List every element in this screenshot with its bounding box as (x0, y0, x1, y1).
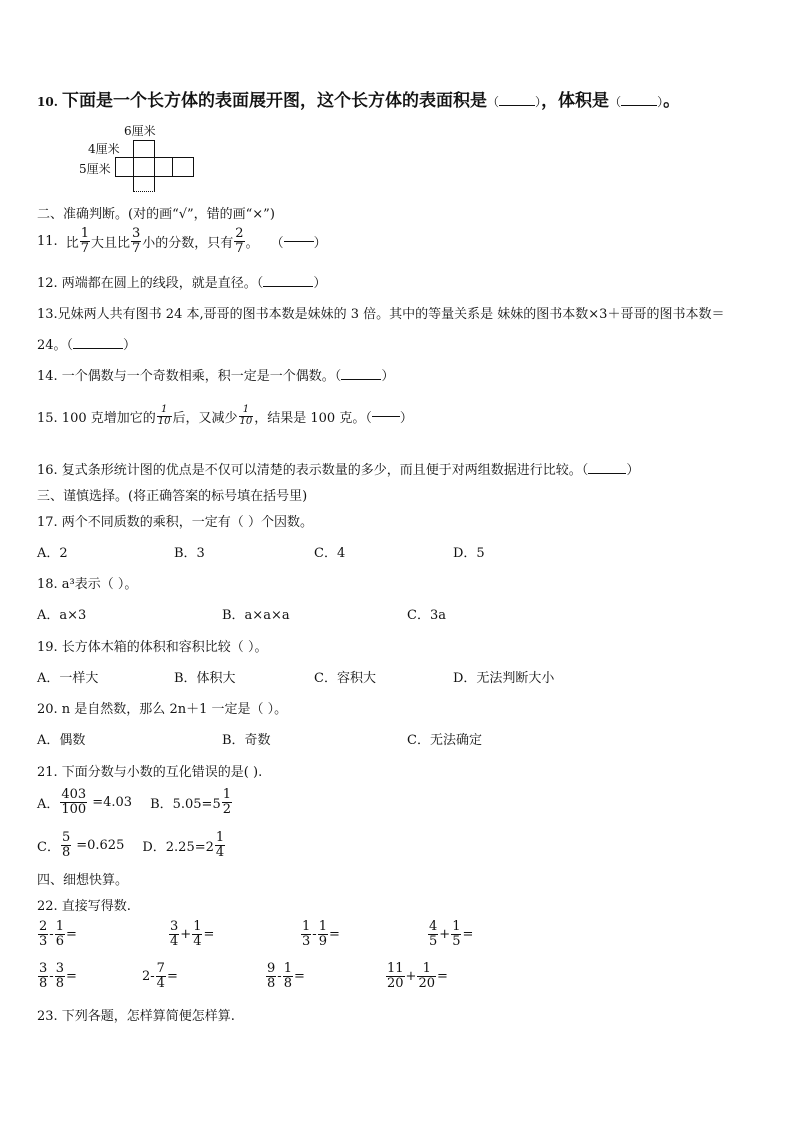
fraction: $\frac{1}{7}$ (80, 226, 89, 256)
section-3-heading: 三、谨慎选择。(将正确答案的标号填在括号里) (37, 489, 308, 504)
net-face (115, 157, 134, 177)
question-21-row2 (37, 831, 226, 859)
option-a[interactable]: A．a×3 (37, 608, 87, 623)
period: 。 (245, 235, 259, 251)
paren: ） (626, 463, 640, 478)
calc-item: $\frac{1}{3}$ - $\frac{1}{9}$ = (302, 919, 340, 949)
fraction: $\frac{2}{7}$ (235, 226, 244, 256)
question-text: 15. 100 克增加它的 (37, 410, 156, 426)
question-12 (37, 272, 326, 291)
question-number: 11. (37, 233, 58, 249)
question-16 (37, 459, 639, 478)
question-23-stem: 23. 下列各题，怎样算简便怎样算. (37, 1009, 235, 1024)
question-text: 12. 两端都在圆上的线段，就是直径。（ (37, 276, 264, 291)
fraction: $\frac{3}{7}$ (132, 226, 141, 256)
question-text: 24。（ (37, 338, 74, 353)
answer-blank[interactable] (499, 105, 535, 106)
option-c-text: =0.625 (76, 837, 125, 853)
paren: ） (399, 410, 413, 426)
calc-item: $\frac{2}{3}$ - $\frac{1}{6}$ = (39, 919, 77, 949)
option-d[interactable]: D．2.25=2 (142, 839, 214, 855)
fraction: $\frac{1}{10}$ (157, 404, 171, 427)
paren: ） (313, 276, 327, 291)
option-a-text: =4.03 (92, 794, 133, 810)
answer-blank[interactable] (284, 241, 314, 242)
option-b[interactable]: B．5.05=5 (150, 796, 221, 812)
fraction: $\frac{1}{4}$ (215, 830, 225, 860)
question-20-stem: 20. n 是自然数，那么 2n＋1 一定是（ ）。 (37, 702, 288, 717)
option-b[interactable]: B．奇数 (222, 733, 271, 748)
fraction: $\frac{1}{2}$ (222, 787, 232, 817)
fraction: $\frac{1}{10}$ (239, 404, 253, 427)
option-a[interactable]: A．偶数 (37, 733, 86, 748)
paren: ） (657, 95, 664, 109)
answer-blank[interactable] (341, 379, 381, 380)
answer-blank[interactable] (372, 416, 400, 417)
calc-item: $\frac{9}{8}$ - $\frac{1}{8}$ = (267, 961, 305, 991)
calc-item: $\frac{3}{8}$ - $\frac{3}{8}$ = (39, 961, 77, 991)
option-c[interactable]: C．3a (407, 608, 446, 623)
question-number: 10. (37, 95, 58, 109)
calc-item: 2- $\frac{7}{4}$ = (142, 961, 178, 991)
paren: （ (609, 95, 622, 109)
paren: ） (123, 338, 137, 353)
option-c[interactable]: C．容积大 (314, 671, 376, 686)
question-text: 14. 一个偶数与一个奇数相乘，积一定是一个偶数。（ (37, 369, 342, 384)
label-5cm: 5厘米 (79, 162, 111, 176)
option-a[interactable]: A． (37, 796, 60, 812)
net-face (172, 157, 194, 177)
question-text: 下面是一个长方体的表面展开图，这个长方体的表面积是 (62, 91, 488, 111)
paren: ） (381, 369, 395, 384)
calc-item: $\frac{3}{4}$ + $\frac{1}{4}$ = (170, 919, 215, 949)
question-14 (37, 365, 394, 384)
option-a[interactable]: A．2 (37, 546, 68, 561)
answer-blank[interactable] (263, 286, 313, 287)
question-10 (37, 86, 680, 111)
question-15 (37, 405, 413, 427)
section-4-heading: 四、细想快算。 (37, 873, 129, 888)
paren: ） (535, 95, 542, 109)
paren: ） (313, 235, 327, 251)
option-d[interactable]: D．无法判断大小 (453, 671, 555, 686)
answer-blank[interactable] (588, 473, 626, 474)
fraction: $\frac{403}{100}$ (61, 787, 87, 817)
question-21-stem: 21. 下面分数与小数的互化错误的是( ). (37, 765, 263, 780)
period: 。 (663, 91, 681, 111)
paren: （ (270, 235, 284, 251)
question-21-row1 (37, 788, 233, 816)
option-c[interactable]: C．无法确定 (407, 733, 482, 748)
net-face (133, 176, 155, 192)
question-text: 大且比 (90, 235, 130, 251)
net-face (154, 157, 173, 177)
option-b[interactable]: B．a×a×a (222, 608, 290, 623)
fraction: $\frac{5}{8}$ (61, 830, 71, 860)
net-face (133, 140, 155, 158)
question-17-stem: 17. 两个不同质数的乘积，一定有（ ）个因数。 (37, 515, 313, 530)
label-4cm: 4厘米 (88, 142, 120, 156)
question-text: ，结果是 100 克。（ (254, 410, 372, 426)
option-a[interactable]: A．一样大 (37, 671, 99, 686)
question-text: 比 (65, 235, 79, 251)
question-text: ，体积是 (541, 91, 610, 111)
question-13-line1: 13.兄妹两人共有图书 24 本,哥哥的图书本数是妹妹的 3 倍。其中的等量关系是 妹妹的图书本数×3＋哥哥的图书本数＝ (37, 307, 725, 322)
question-13-line2 (37, 334, 136, 353)
question-text: 16. 复式条形统计图的优点是不仅可以清楚的表示数量的多少，而且便于对两组数据进行比较。（ (37, 463, 589, 478)
option-b[interactable]: B．3 (174, 546, 205, 561)
answer-blank[interactable] (621, 105, 657, 106)
question-18-stem: 18. a³表示（ ）。 (37, 577, 138, 592)
question-22-stem: 22. 直接写得数. (37, 899, 131, 914)
net-face (133, 157, 155, 177)
option-b[interactable]: B．体积大 (174, 671, 236, 686)
paren: （ (487, 95, 500, 109)
answer-blank[interactable] (73, 348, 123, 349)
question-11 (37, 227, 327, 255)
option-d[interactable]: D．5 (453, 546, 485, 561)
section-2-heading: 二、准确判断。(对的画“√”，错的画“×”) (37, 207, 275, 222)
question-text: 小的分数，只有 (142, 235, 234, 251)
calc-item: $\frac{11}{20}$ + $\frac{1}{20}$ = (387, 961, 448, 991)
option-c[interactable]: C． (37, 839, 60, 855)
question-text: 后，又减少 (172, 410, 238, 426)
option-c[interactable]: C．4 (314, 546, 346, 561)
question-19-stem: 19. 长方体木箱的体积和容积比较（ ）。 (37, 640, 268, 655)
calc-item: $\frac{4}{5}$ + $\frac{1}{5}$ = (429, 919, 474, 949)
label-6cm: 6厘米 (124, 124, 156, 138)
